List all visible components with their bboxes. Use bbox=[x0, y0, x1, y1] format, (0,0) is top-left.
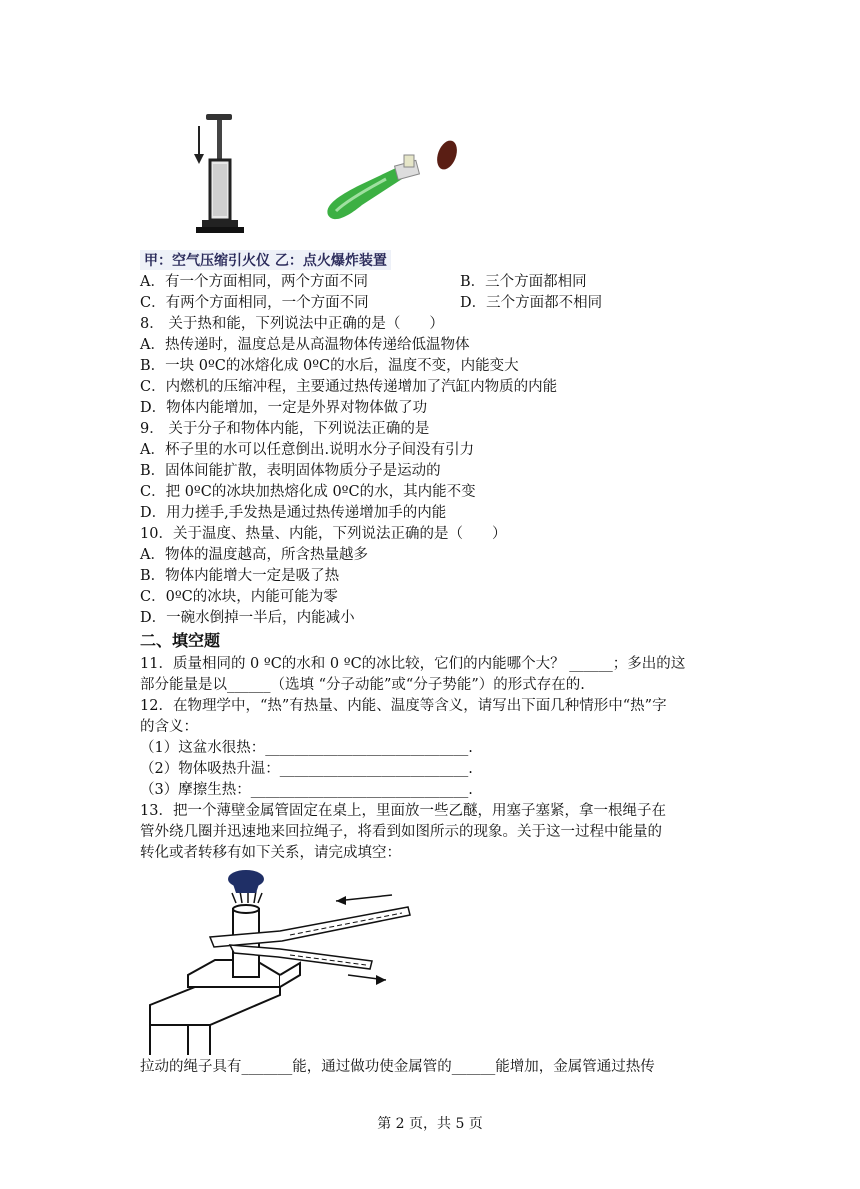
q12-item-2: （2）物体吸热升温：__________________________. bbox=[140, 761, 473, 777]
q11-line-1: 11．质量相同的 0 ºC的水和 0 ºC的冰比较，它们的内能哪个大？ ______；多出的这 bbox=[140, 656, 686, 672]
ignition-explosion-device-figure bbox=[320, 135, 470, 230]
q10-stem: 10．关于温度、热量、内能，下列说法正确的是（ ） bbox=[140, 526, 507, 542]
metal-tube-rope-figure bbox=[140, 865, 430, 1055]
q8-option-d: D．物体内能增加，一定是外界对物体做了功 bbox=[140, 400, 428, 416]
section-heading: 二、填空题 bbox=[140, 631, 221, 650]
q10-option-c: C．0ºC的冰块，内能可能为零 bbox=[140, 589, 338, 605]
q9-option-c: C．把 0ºC的冰块加热熔化成 0ºC的水，其内能不变 bbox=[140, 484, 476, 500]
q10-option-b: B．物体内能增大一定是吸了热 bbox=[140, 568, 340, 584]
page-footer: 第 2 页，共 5 页 bbox=[377, 1116, 483, 1132]
figure-caption: 甲：空气压缩引火仪 乙：点火爆炸装置 bbox=[140, 250, 391, 270]
q9-stem: 9． 关于分子和物体内能，下列说法正确的是 bbox=[140, 421, 430, 437]
q13-line-1: 13．把一个薄壁金属管固定在桌上，里面放一些乙醚，用塞子塞紧，拿一根绳子在 bbox=[140, 803, 666, 819]
q8-option-c: C．内燃机的压缩冲程，主要通过热传递增加了汽缸内物质的内能 bbox=[140, 379, 558, 395]
q10-option-d: D．一碗水倒掉一半后，内能减小 bbox=[140, 610, 355, 626]
q13-line-4: 拉动的绳子具有_______能，通过做功使金属管的______能增加，金属管通过热传 bbox=[140, 1059, 655, 1075]
q13-line-2: 管外绕几圈并迅速地来回拉绳子，将看到如图所示的现象。关于这一过程中能量的 bbox=[140, 824, 662, 840]
q8-option-a: A．热传递时，温度总是从高温物体传递给低温物体 bbox=[140, 337, 470, 353]
q11-line-2: 部分能量是以______（选填 “分子动能”或“分子势能”）的形式存在的. bbox=[140, 677, 585, 693]
q7-option-a: A．有一个方面相同，两个方面不同 bbox=[140, 274, 368, 290]
q9-option-a: A．杯子里的水可以任意倒出.说明水分子间没有引力 bbox=[140, 442, 475, 458]
q12-line-1: 12．在物理学中，“热”有热量、内能、温度等含义，请写出下面几种情形中“热”字 bbox=[140, 698, 667, 714]
q9-option-b: B．固体间能扩散，表明固体物质分子是运动的 bbox=[140, 463, 441, 479]
q7-option-b: B．三个方面都相同 bbox=[460, 274, 587, 290]
q10-option-a: A．物体的温度越高，所含热量越多 bbox=[140, 547, 368, 563]
q12-item-1: （1）这盆水很热：____________________________. bbox=[140, 740, 473, 756]
q7-option-c: C．有两个方面相同，一个方面不同 bbox=[140, 295, 369, 311]
q8-stem: 8． 关于热和能，下列说法中正确的是（ ） bbox=[140, 316, 444, 332]
q13-line-3: 转化或者转移有如下关系，请完成填空： bbox=[140, 845, 401, 861]
q12-line-2: 的含义： bbox=[140, 719, 198, 735]
q12-item-3: （3）摩擦生热：______________________________. bbox=[140, 782, 473, 798]
q9-option-d: D．用力搓手,手发热是通过热传递增加手的内能 bbox=[140, 505, 447, 521]
q7-option-d: D．三个方面都不相同 bbox=[460, 295, 603, 311]
air-compression-igniter-figure bbox=[190, 108, 250, 248]
q8-option-b: B．一块 0ºC的冰熔化成 0ºC的水后，温度不变，内能变大 bbox=[140, 358, 519, 374]
